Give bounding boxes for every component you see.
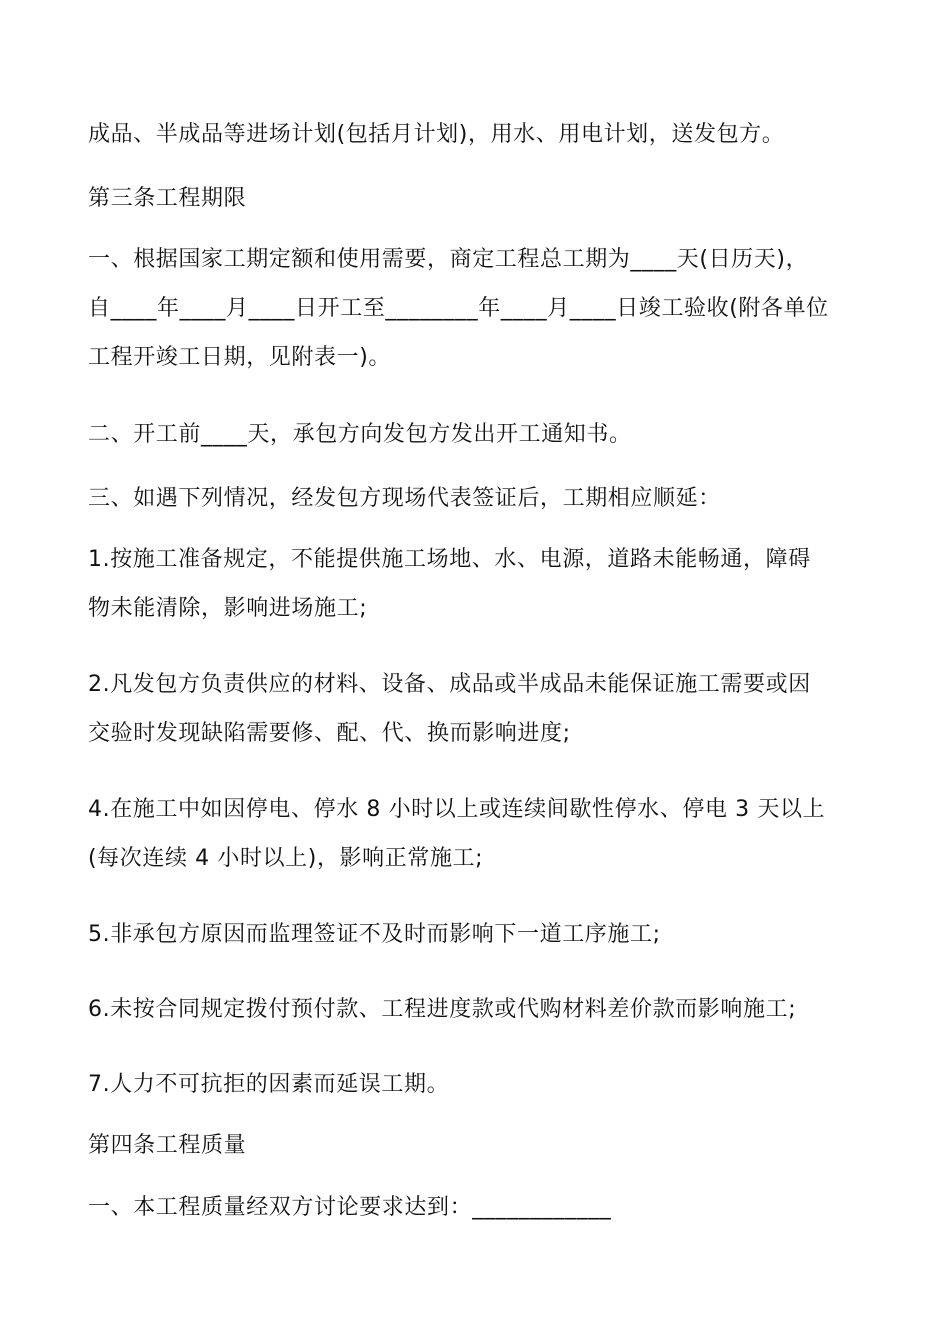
text-line: 工程开竣工日期，见附表一)。 <box>88 345 391 370</box>
list-item-continuation: (每次连续 4 小时以上)，影响正常施工; <box>88 846 484 871</box>
text-line: 一、根据国家工期定额和使用需要，商定工程总工期为____天(日历天)， <box>88 247 809 272</box>
list-item-continuation: 交验时发现缺陷需要修、配、代、换而影响进度; <box>88 721 571 746</box>
list-item-continuation: 物未能清除，影响进场施工; <box>88 596 368 621</box>
list-item: 7.人力不可抗拒的因素而延误工期。 <box>88 1072 450 1097</box>
list-item: 5.非承包方原因而监理签证不及时而影响下一道工序施工; <box>88 922 661 947</box>
list-item: 4.在施工中如因停电、停水 8 小时以上或连续间歇性停水、停电 3 天以上 <box>88 797 826 822</box>
text-line: 一、本工程质量经双方讨论要求达到：____________ <box>88 1195 612 1220</box>
text-line: 二、开工前____天，承包方向发包方发出开工通知书。 <box>88 422 632 447</box>
list-item: 1.按施工准备规定，不能提供施工场地、水、电源，道路未能畅通，障碍 <box>88 547 811 572</box>
text-line: 三、如遇下列情况，经发包方现场代表签证后，工期相应顺延： <box>88 486 721 511</box>
list-item: 6.未按合同规定拨付预付款、工程进度款或代购材料差价款而影响施工; <box>88 997 797 1022</box>
text-line: 自____年____月____日开工至________年____月____日竣工验收(附各单位 <box>88 296 829 321</box>
list-item: 2.凡发包方负责供应的材料、设备、成品或半成品未能保证施工需要或因 <box>88 672 811 697</box>
section-heading: 第四条工程质量 <box>88 1133 247 1158</box>
text-line: 成品、半成品等进场计划(包括月计划)，用水、用电计划，送发包方。 <box>88 122 785 147</box>
section-heading: 第三条工程期限 <box>88 186 247 211</box>
